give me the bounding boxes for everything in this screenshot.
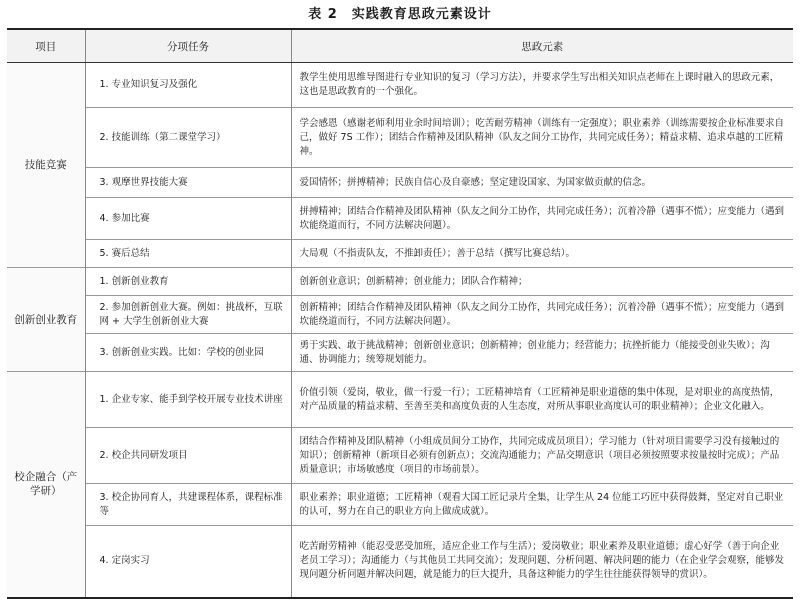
- element-cell: 创新精神；团结合作精神及团队精神（队友之间分工协作，共同完成任务）；沉着冷静（遇事不慌）；应变能力（遇到坎能绕道而行，不同方法解决问题）。: [291, 296, 793, 334]
- category-school-enterprise: 校企融合（产学研）: [7, 372, 85, 598]
- task-cell: 1. 创新创业教育: [85, 268, 291, 296]
- table-row: [7, 198, 793, 240]
- header-task: 分项任务: [85, 29, 291, 63]
- table-title: 表 2 实践教育思政元素设计: [308, 7, 492, 22]
- table-row: [7, 334, 793, 372]
- task-cell: 2. 参加创新创业大赛。例如：挑战杯，互联网 + 大学生创新创业大赛: [85, 296, 291, 334]
- table-row: [7, 372, 793, 428]
- element-cell: 教学生使用思维导图进行专业知识的复习（学习方法），并要求学生写出相关知识点老师在上课时融入的思政元素，这也是思政教育的一个强化。: [291, 63, 793, 108]
- table-row: [7, 108, 793, 168]
- element-cell: 创新创业意识；创新精神；创业能力；团队合作精神；: [291, 268, 793, 296]
- task-cell: 2. 技能训练（第二课堂学习）: [85, 108, 291, 168]
- element-cell: 职业素养；职业道德；工匠精神（观看大国工匠记录片全集，让学生从 24 位能工巧匠中获得鼓舞，坚定对自己职业的认可，努力在自己的职业方向上做成成就）。: [291, 484, 793, 526]
- task-cell: 1. 专业知识复习及强化: [85, 63, 291, 108]
- table-row: [7, 428, 793, 484]
- table-row: [7, 296, 793, 334]
- element-cell: 大局观（不指责队友，不推卸责任）；善于总结（撰写比赛总结）。: [291, 240, 793, 268]
- element-cell: 吃苦耐劳精神（能忍受恶受加班，适应企业工作与生活）；爱岗敬业；职业素养及职业道德；虚心好学（善于向企业老员工学习）；沟通能力（与其他员工共同交流）；发现问题、分析问题、解决问题的能力（在企业学会观察，能够发现问题分析问题并解决问题，就是能力的巨大提升，具备这种能力的学生往往能获得领导的赏识）。: [291, 526, 793, 598]
- element-cell: 爱国情怀；拼搏精神；民族自信心及自豪感；坚定建设国家、为国家做贡献的信念。: [291, 168, 793, 198]
- table-row: [7, 168, 793, 198]
- task-cell: 3. 观摩世界技能大赛: [85, 168, 291, 198]
- task-cell: 1. 企业专家、能手到学校开展专业技术讲座: [85, 372, 291, 428]
- table-row: [7, 240, 793, 268]
- header-row: [7, 29, 793, 63]
- category-innovation: 创新创业教育: [7, 268, 85, 372]
- task-cell: 4. 定岗实习: [85, 526, 291, 598]
- table-row: [7, 63, 793, 108]
- task-cell: 4. 参加比赛: [85, 198, 291, 240]
- header-element: 思政元素: [291, 29, 793, 63]
- category-skill-competition: 技能竞赛: [7, 63, 85, 268]
- task-cell: 5. 赛后总结: [85, 240, 291, 268]
- table-row: [7, 526, 793, 598]
- element-cell: 团结合作精神及团队精神（小组成员间分工协作，共同完成成员项目）；学习能力（针对项目需要学习没有接触过的知识）；创新精神（新项目必须有创新点）；交流沟通能力；产品交期意识（项目必须按照要求按量按时完成）；产品质量意识；市场敏感度（项目的市场前景）。: [291, 428, 793, 484]
- element-cell: 价值引领（爱岗，敬业，做一行爱一行）；工匠精神培育（工匠精神是职业道德的集中体现，是对职业的高度热情，对产品质量的精益求精、至善至美和高度负责的人生态度，对所从事职业高度认可的职业精神）；企业文化融入。: [291, 372, 793, 428]
- task-cell: 3. 校企协同育人，共建课程体系，课程标准等: [85, 484, 291, 526]
- ideology-elements-table: [7, 28, 793, 599]
- element-cell: 拼搏精神；团结合作精神及团队精神（队友之间分工协作，共同完成任务）；沉着冷静（遇事不慌）；应变能力（遇到坎能绕道而行，不同方法解决问题）。: [291, 198, 793, 240]
- table-row: [7, 268, 793, 296]
- element-cell: 学会感恩（感谢老师利用业余时间培训）；吃苦耐劳精神（训练有一定强度）；职业素养（训练需要按企业标准要求自己，做好 7S 工作）；团结合作精神及团队精神（队友之间分工协作，共同完成任务）；精益求精、追求卓越的工匠精神。: [291, 108, 793, 168]
- element-cell: 勇于实践、敢于挑战精神；创新创业意识；创新精神；创业能力；经营能力；抗挫折能力（能接受创业失败）；沟通、协调能力；统筹规划能力。: [291, 334, 793, 372]
- header-project: 项目: [7, 29, 85, 63]
- table-row: [7, 484, 793, 526]
- task-cell: 3. 创新创业实践。比如：学校的创业园: [85, 334, 291, 372]
- task-cell: 2. 校企共同研发项目: [85, 428, 291, 484]
